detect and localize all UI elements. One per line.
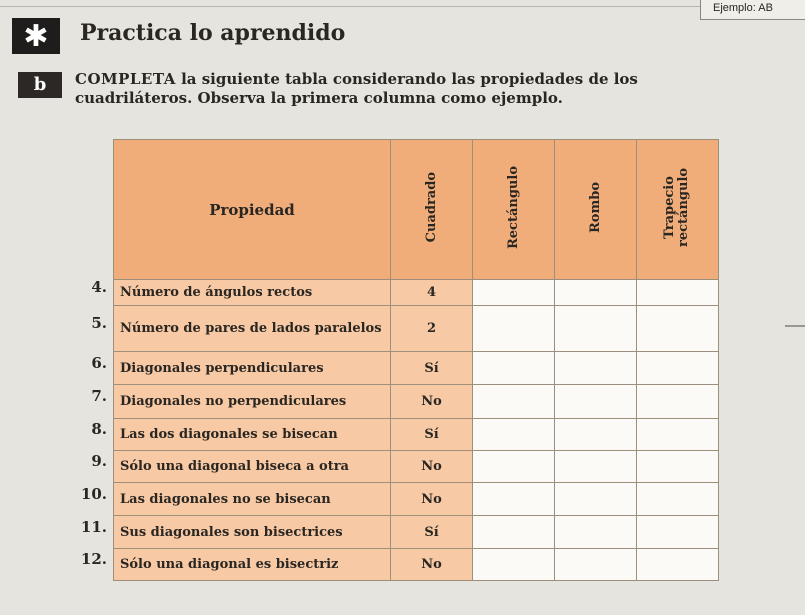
rombo-answer-cell[interactable] [555,352,637,385]
rombo-answer-cell[interactable] [555,306,637,352]
header-property: Propiedad [114,140,391,280]
header-trapecio-rectangulo [637,140,719,280]
rectangulo-answer-cell[interactable] [473,280,555,306]
table-row [114,516,719,549]
rectangulo-answer-cell[interactable] [473,385,555,419]
trapecio-answer-cell[interactable] [637,385,719,419]
header-rombo-label: Rombo [587,182,603,233]
header-cuadrado [391,140,473,280]
instruction-keyword: COMPLETA [75,70,176,88]
row-number: 7. [91,387,107,405]
rombo-answer-cell[interactable] [555,549,637,581]
trapecio-answer-cell[interactable] [637,516,719,549]
property-cell: Sus diagonales son bisectrices [114,516,391,549]
cuadrado-value-cell: No [391,549,473,581]
row-number: 4. [91,278,107,296]
top-divider [0,6,700,7]
property-cell: Las diagonales no se bisecan [114,483,391,516]
header-rectangulo [473,140,555,280]
row-number: 12. [80,550,107,568]
header-cuadrado-label: Cuadrado [423,172,439,243]
trapecio-answer-cell[interactable] [637,483,719,516]
rectangulo-answer-cell[interactable] [473,419,555,451]
table-row [114,352,719,385]
trapecio-answer-cell[interactable] [637,451,719,483]
property-cell: Sólo una diagonal es bisectriz [114,549,391,581]
example-label: Ejemplo: AB [713,2,773,14]
trapecio-answer-cell[interactable] [637,306,719,352]
rectangulo-answer-cell[interactable] [473,352,555,385]
property-cell: Número de pares de lados paralelos [114,306,391,352]
cuadrado-value-cell: Sí [391,419,473,451]
table-row [114,280,719,306]
header-rombo [555,140,637,280]
rombo-answer-cell[interactable] [555,483,637,516]
rectangulo-answer-cell[interactable] [473,549,555,581]
rectangulo-answer-cell[interactable] [473,516,555,549]
table-row [114,306,719,352]
exercise-letter-badge: b [18,72,62,98]
header-trapecio-label: Trapecio rectángulo [661,167,691,248]
cuadrado-value-cell: Sí [391,516,473,549]
row-number: 10. [80,484,107,503]
exercise-instructions [75,70,715,108]
star-icon: ✱ [12,18,60,54]
cuadrado-value-cell: Sí [391,352,473,385]
row-number: 6. [91,353,107,372]
row-number: 5. [91,314,107,332]
rombo-answer-cell[interactable] [555,419,637,451]
table-row [114,483,719,516]
rectangulo-answer-cell[interactable] [473,483,555,516]
cuadrado-value-cell: No [391,451,473,483]
property-cell: Sólo una diagonal biseca a otra [114,451,391,483]
rombo-answer-cell[interactable] [555,451,637,483]
table-row [114,549,719,581]
cuadrado-value-cell: No [391,483,473,516]
row-number: 11. [80,517,107,536]
trapecio-answer-cell[interactable] [637,419,719,451]
section-title: Practica lo aprendido [80,20,346,46]
cuadrado-value-cell: 4 [391,280,473,306]
rombo-answer-cell[interactable] [555,280,637,306]
rombo-answer-cell[interactable] [555,516,637,549]
row-number: 8. [91,420,107,438]
property-cell: Las dos diagonales se bisecan [114,419,391,451]
row-number: 9. [91,452,107,470]
instruction-text: la siguiente tabla considerando las propiedades de los cuadriláteros. Observa la primera columna como ejemplo. [75,70,638,107]
cuadrado-value-cell: No [391,385,473,419]
trapecio-answer-cell[interactable] [637,549,719,581]
properties-table [113,139,719,581]
rectangulo-answer-cell[interactable] [473,451,555,483]
property-cell: Diagonales no perpendiculares [114,385,391,419]
property-cell: Diagonales perpendiculares [114,352,391,385]
header-rectangulo-label: Rectángulo [505,165,521,250]
cuadrado-value-cell: 2 [391,306,473,352]
table-row [114,451,719,483]
margin-divider [785,325,805,327]
table-row [114,419,719,451]
table-body [114,280,719,581]
property-cell: Número de ángulos rectos [114,280,391,306]
trapecio-answer-cell[interactable] [637,352,719,385]
rombo-answer-cell[interactable] [555,385,637,419]
table-row [114,385,719,419]
trapecio-answer-cell[interactable] [637,280,719,306]
rectangulo-answer-cell[interactable] [473,306,555,352]
example-label-box [700,0,805,20]
